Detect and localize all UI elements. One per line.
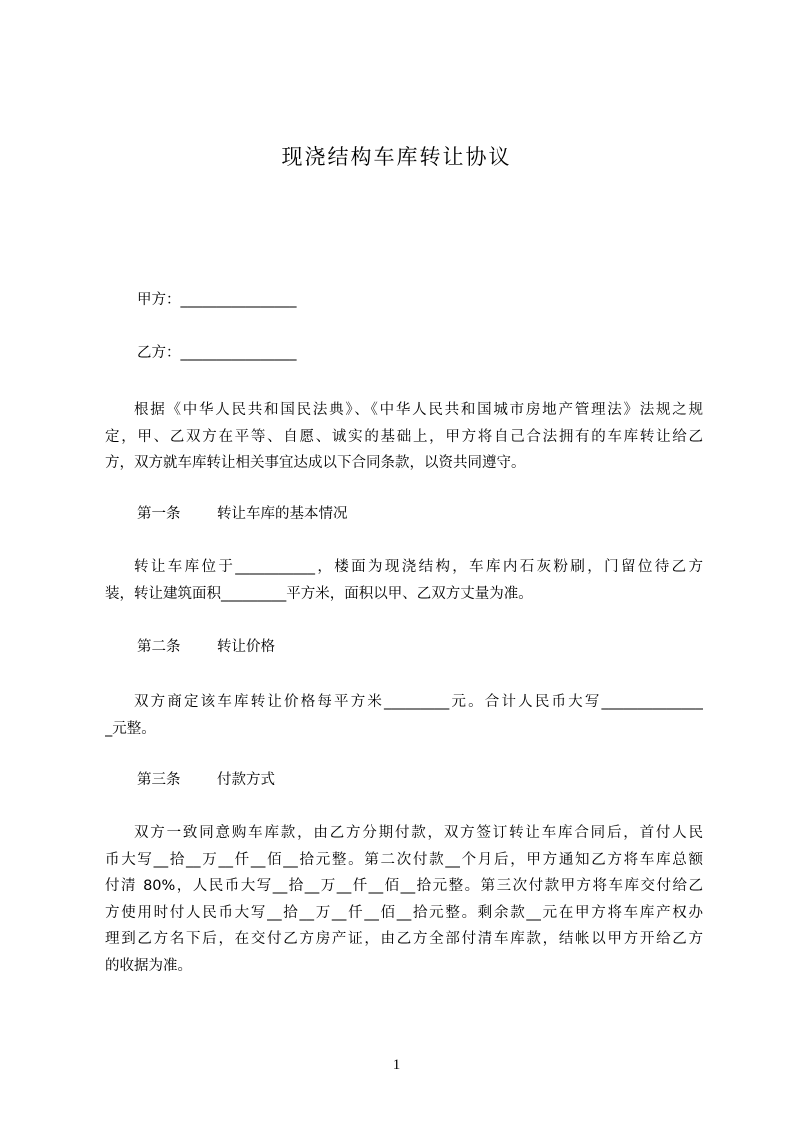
preamble-line: 根据《中华人民共和国民法典》、《中华人民共和国城市房地产管理法》法规之规 <box>134 402 703 418</box>
document-title: 现浇结构车库转让协议 <box>281 145 512 169</box>
article-line: 币大写__拾__万__仟__佰__拾元整。第二次付款__个月后，甲方通知乙方将车库总额 <box>105 851 703 868</box>
page-number: 1 <box>392 1057 401 1073</box>
article-number: 第一条 <box>137 506 181 522</box>
party-b-line: 乙方：________________ <box>137 345 297 361</box>
article-title: 付款方式 <box>217 772 275 788</box>
article-line: 方使用时付人民币大写__拾__万__仟__佰__拾元整。剩余款__元在甲方将车库产权办 <box>105 904 703 921</box>
preamble-paragraph <box>105 397 703 477</box>
party-a-line: 甲方：________________ <box>137 292 297 308</box>
article-number: 第三条 <box>137 772 181 788</box>
article-line: 付清 80%，人民币大写__拾__万__仟__佰__拾元整。第三次付款甲方将车库交付给乙 <box>105 878 703 894</box>
article-title: 转让价格 <box>217 639 275 655</box>
article-line: 的收据为准。 <box>105 957 192 974</box>
article-2-heading <box>137 634 537 660</box>
article-number: 第二条 <box>137 639 181 655</box>
article-line: 双方一致同意购车库款，由乙方分期付款，双方签订转让车库合同后，首付人民 <box>134 825 703 841</box>
article-3-heading <box>137 767 537 793</box>
article-1-heading <box>137 501 537 527</box>
preamble-line: 定，甲、乙双方在平等、自愿、诚实的基础上，甲方将自己合法拥有的车库转让给乙 <box>105 428 703 445</box>
preamble-line: 方，双方就车库转让相关事宜达成以下合同条款，以资共同遵守。 <box>105 455 526 471</box>
article-line: 理到乙方名下后，在交付乙方房产证，由乙方全部付清车库款，结帐以甲方开给乙方 <box>105 931 703 947</box>
article-line: 装，转让建筑面积_________平方米，面积以甲、乙双方丈量为准。 <box>105 585 533 602</box>
article-line: 双方商定该车库转让价格每平方米_________元。合计人民币大写______________ <box>134 694 703 710</box>
article-line: _元整。 <box>105 720 156 737</box>
article-line: 转让车库位于___________，楼面为现浇结构，车库内石灰粉刷，门留位待乙方 <box>134 559 703 575</box>
article-2-body <box>105 689 703 742</box>
article-1-body <box>105 554 703 607</box>
article-title: 转让车库的基本情况 <box>217 506 348 522</box>
article-3-body <box>105 820 703 979</box>
